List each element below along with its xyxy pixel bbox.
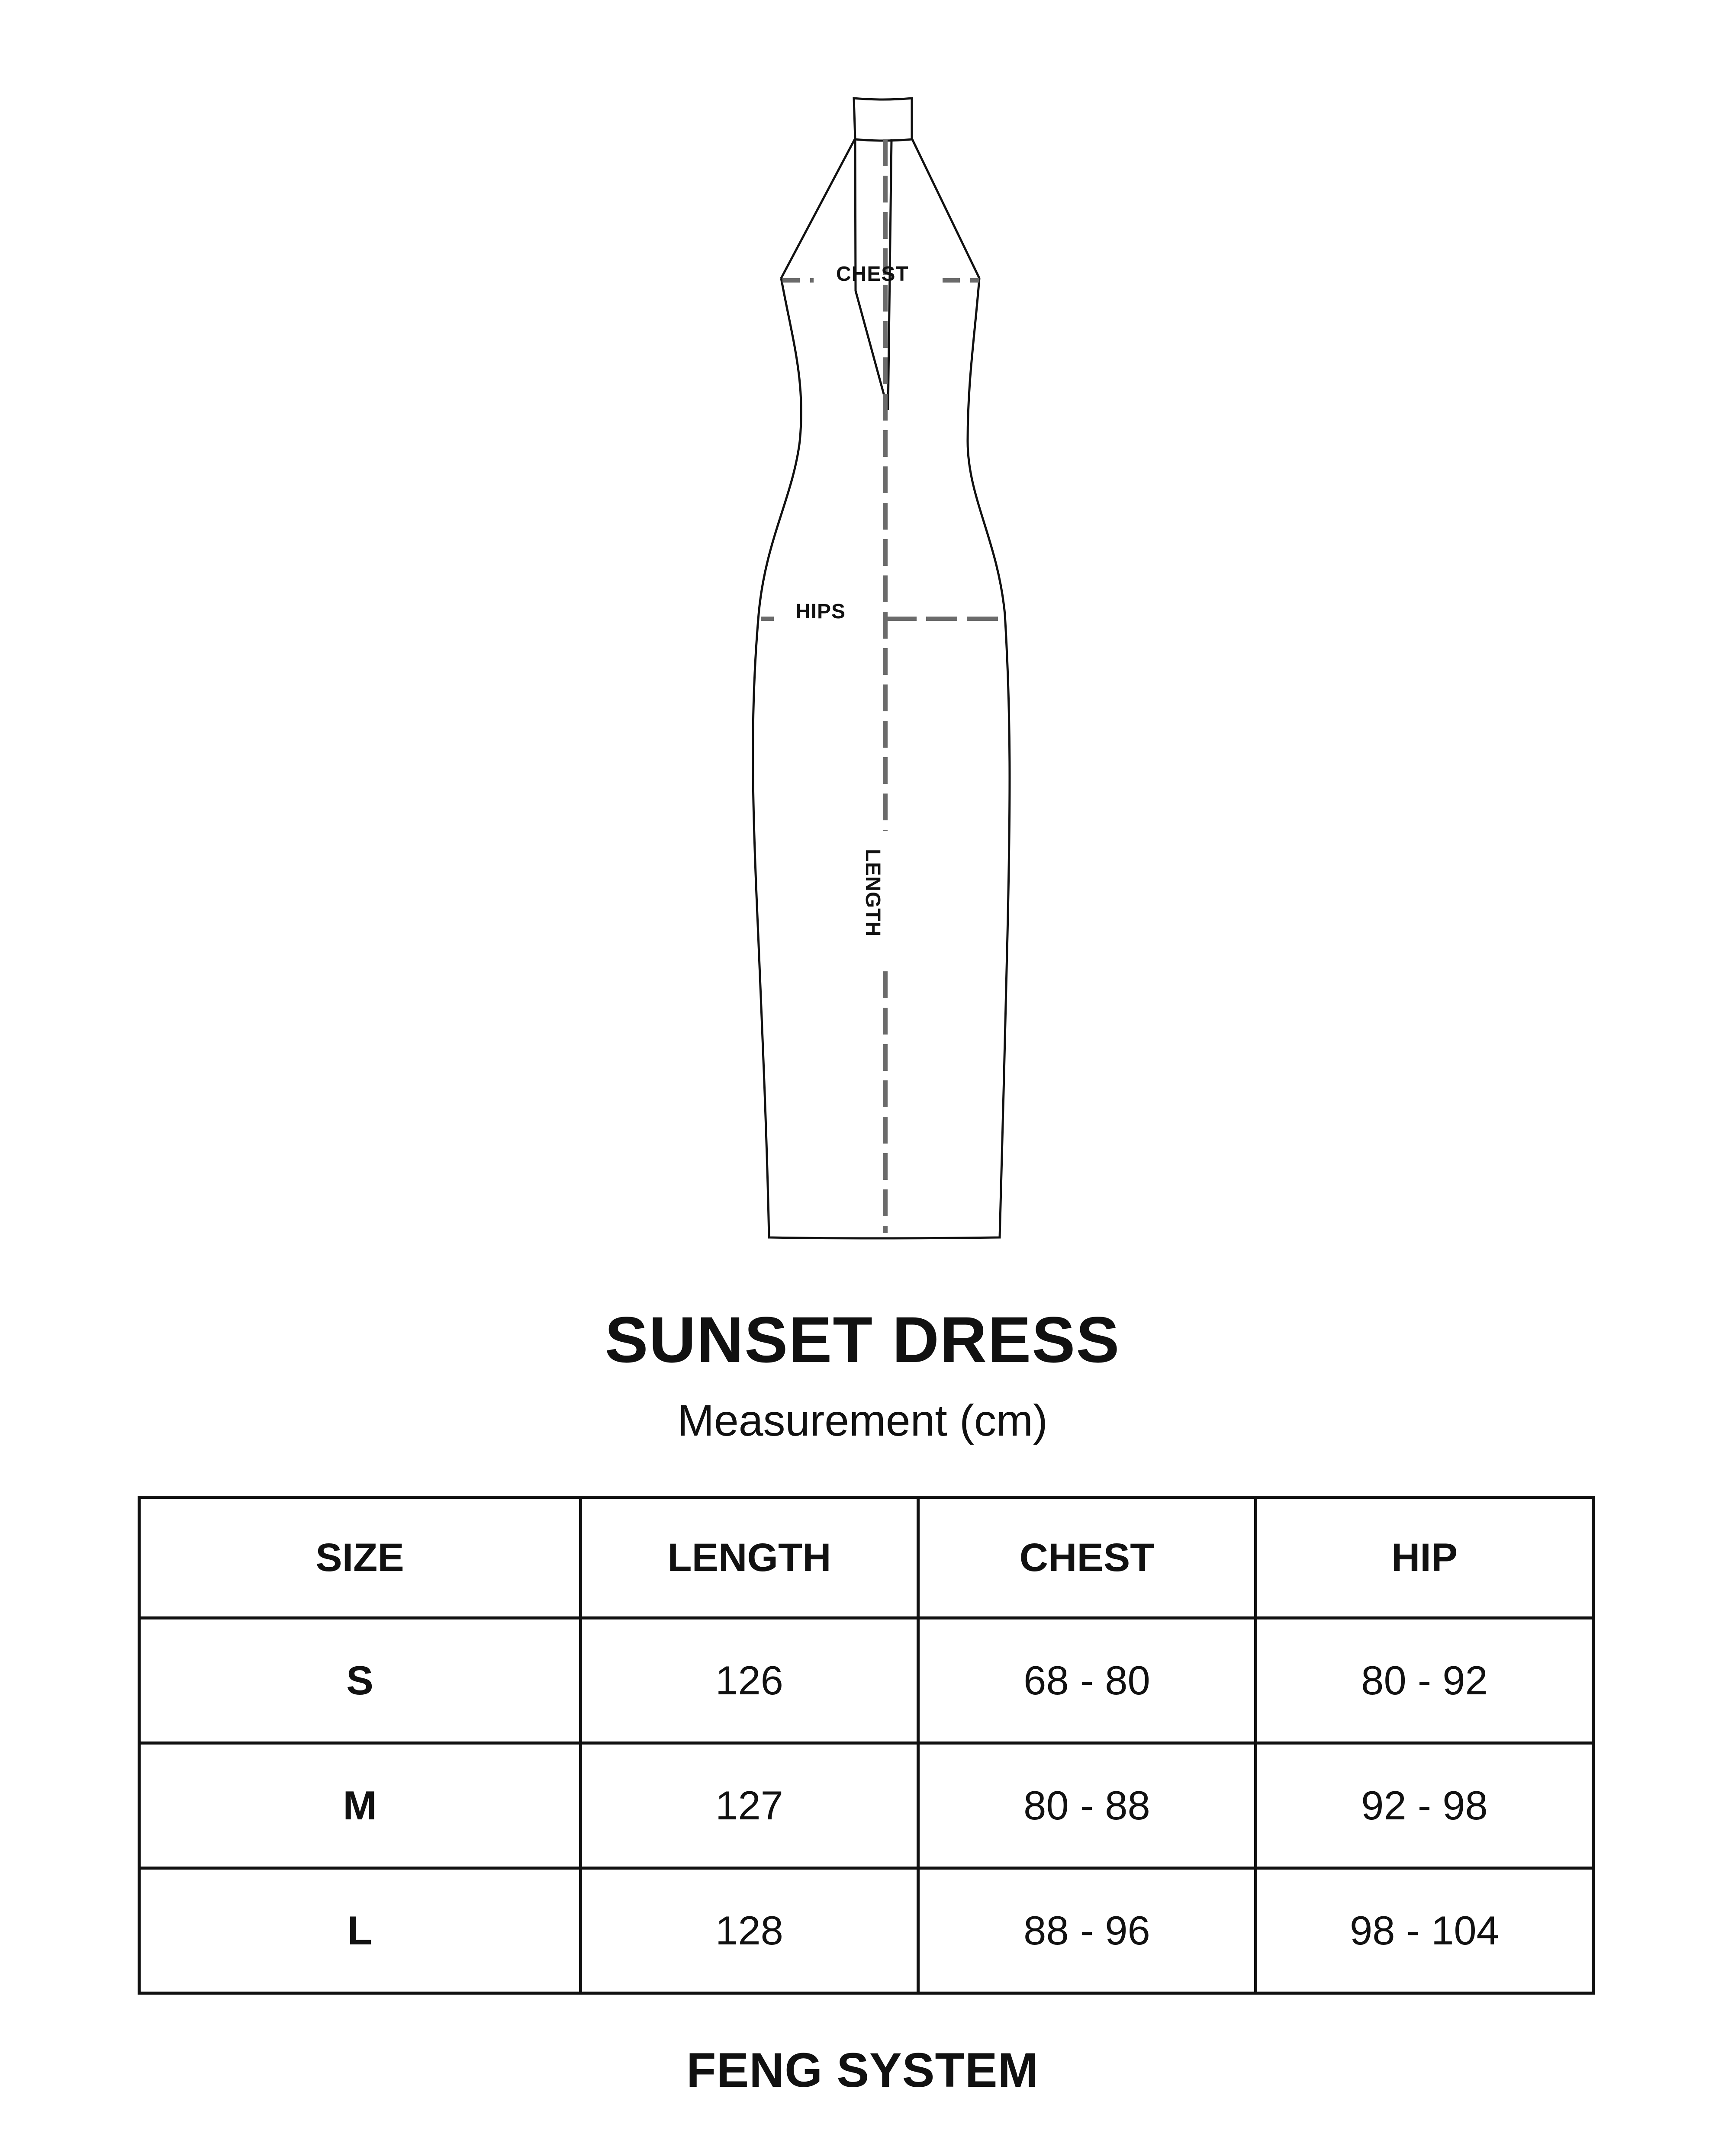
hip-cell: 92 - 98 [1256,1743,1593,1868]
chest-cell: 80 - 88 [918,1743,1256,1868]
hip-cell: 98 - 104 [1256,1868,1593,1993]
length-label: LENGTH [861,849,884,937]
length-cell: 128 [581,1868,918,1993]
dress-left-strap [781,138,855,278]
column-header-chest: CHEST [918,1497,1256,1618]
dress-collar [854,98,912,141]
table-header-row [139,1497,1593,1618]
size-chart-table [138,1496,1595,1995]
dress-right-strap [912,138,979,278]
size-cell: M [139,1743,581,1868]
table-row [139,1743,1593,1868]
hip-cell: 80 - 92 [1256,1618,1593,1743]
size-cell: L [139,1868,581,1993]
measurement-unit-subtitle: Measurement (cm) [677,1396,1048,1445]
chest-cell: 68 - 80 [918,1618,1256,1743]
column-header-hip: HIP [1256,1497,1593,1618]
column-header-size: SIZE [139,1497,581,1618]
table-row [139,1868,1593,1993]
measurement-lines [761,139,1005,1233]
chest-cell: 88 - 96 [918,1868,1256,1993]
hips-label: HIPS [795,600,846,623]
size-cell: S [139,1618,581,1743]
length-cell: 126 [581,1618,918,1743]
product-title: SUNSET DRESS [605,1303,1120,1376]
length-cell: 127 [581,1743,918,1868]
chest-label: CHEST [836,263,909,286]
brand-name: FENG SYSTEM [686,2043,1039,2097]
dress-body-outline [753,278,1010,1238]
column-header-length: LENGTH [581,1497,918,1618]
table-row [139,1618,1593,1743]
